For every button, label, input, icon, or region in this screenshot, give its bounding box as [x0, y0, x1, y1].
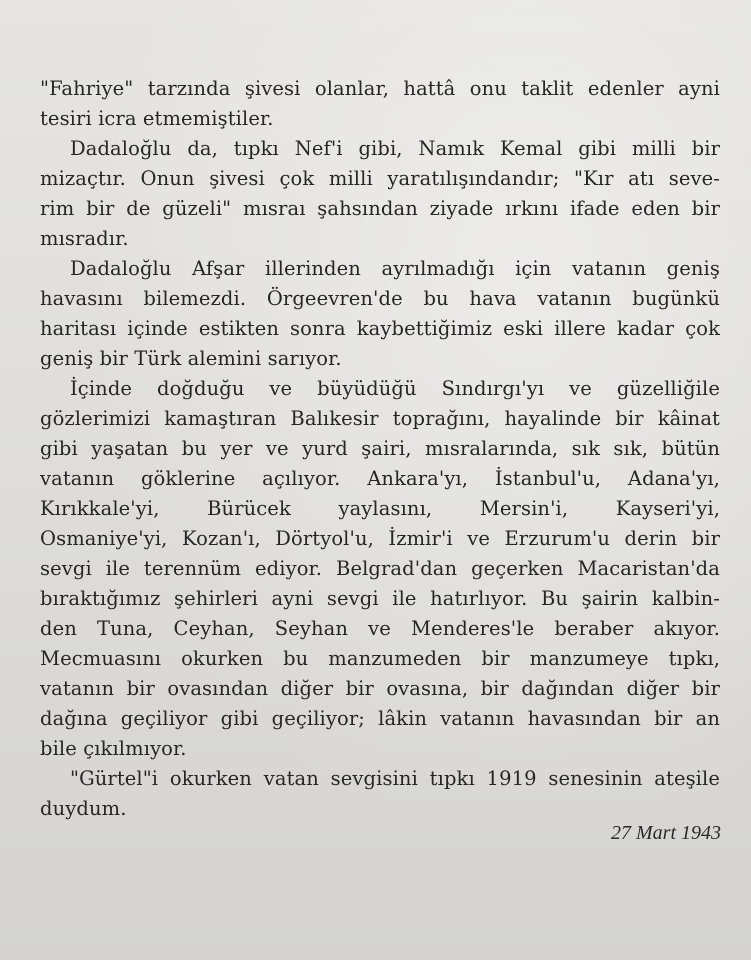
text-line: haritası içinde estikten sonra kaybettiğimiz eski illere kadar çok	[40, 317, 720, 340]
text-line: tesiri icra etmemiştiler.	[40, 107, 274, 130]
text-line: den Tuna, Ceyhan, Seyhan ve Menderes'le beraber akıyor.	[40, 617, 720, 640]
text-line: Dadaloğlu Afşar illerinden ayrılmadığı için vatanın geniş	[70, 257, 720, 280]
text-line: bile çıkılmıyor.	[40, 737, 187, 760]
body-text	[40, 74, 720, 824]
text-line: mısradır.	[40, 227, 129, 250]
text-line: sevgi ile terennüm ediyor. Belgrad'dan geçerken Macaristan'da	[40, 557, 720, 580]
text-line: vatanın göklerine açılıyor. Ankara'yı, İstanbul'u, Adana'yı,	[40, 467, 720, 490]
text-line: bıraktığımız şehirleri ayni sevgi ile hatırlıyor. Bu şairin kalbin-	[40, 587, 720, 610]
text-line: mizaçtır. Onun şivesi çok milli yaratılışındandır; "Kır atı seve-	[40, 167, 720, 190]
text-line: dağına geçiliyor gibi geçiliyor; lâkin vatanın havasından bir an	[40, 707, 720, 730]
text-line: Dadaloğlu da, tıpkı Nef'i gibi, Namık Kemal gibi milli bir	[70, 137, 720, 160]
text-line: "Gürtel"i okurken vatan sevgisini tıpkı 1919 senesinin ateşile	[70, 767, 720, 790]
text-line: İçinde doğduğu ve büyüdüğü Sındırgı'yı ve güzelliğile	[70, 377, 720, 400]
text-line: rim bir de güzeli" mısraı şahsından ziyade ırkını ifade eden bir	[40, 197, 720, 220]
text-line: geniş bir Türk alemini sarıyor.	[40, 347, 342, 370]
text-line: Osmaniye'yi, Kozan'ı, Dörtyol'u, İzmir'i ve Erzurum'u derin bir	[40, 527, 720, 550]
text-line: Mecmuasını okurken bu manzumeden bir manzumeye tıpkı,	[40, 647, 720, 670]
text-line: havasını bilemezdi. Örgeevren'de bu hava vatanın bugünkü	[40, 287, 720, 310]
signature-date: 27 Mart 1943	[611, 822, 721, 844]
text-line: Kırıkkale'yi, Bürücek yaylasını, Mersin'i, Kayseri'yi,	[40, 497, 720, 520]
text-line: vatanın bir ovasından diğer bir ovasına, bir dağından diğer bir	[40, 677, 720, 700]
text-line: "Fahriye" tarzında şivesi olanlar, hattâ onu taklit edenler ayni	[40, 77, 720, 100]
text-line: gözlerimizi kamaştıran Balıkesir toprağını, hayalinde bir kâinat	[40, 407, 720, 430]
text-line: duydum.	[40, 797, 127, 820]
text-line: gibi yaşatan bu yer ve yurd şairi, mısralarında, sık sık, bütün	[40, 437, 720, 460]
